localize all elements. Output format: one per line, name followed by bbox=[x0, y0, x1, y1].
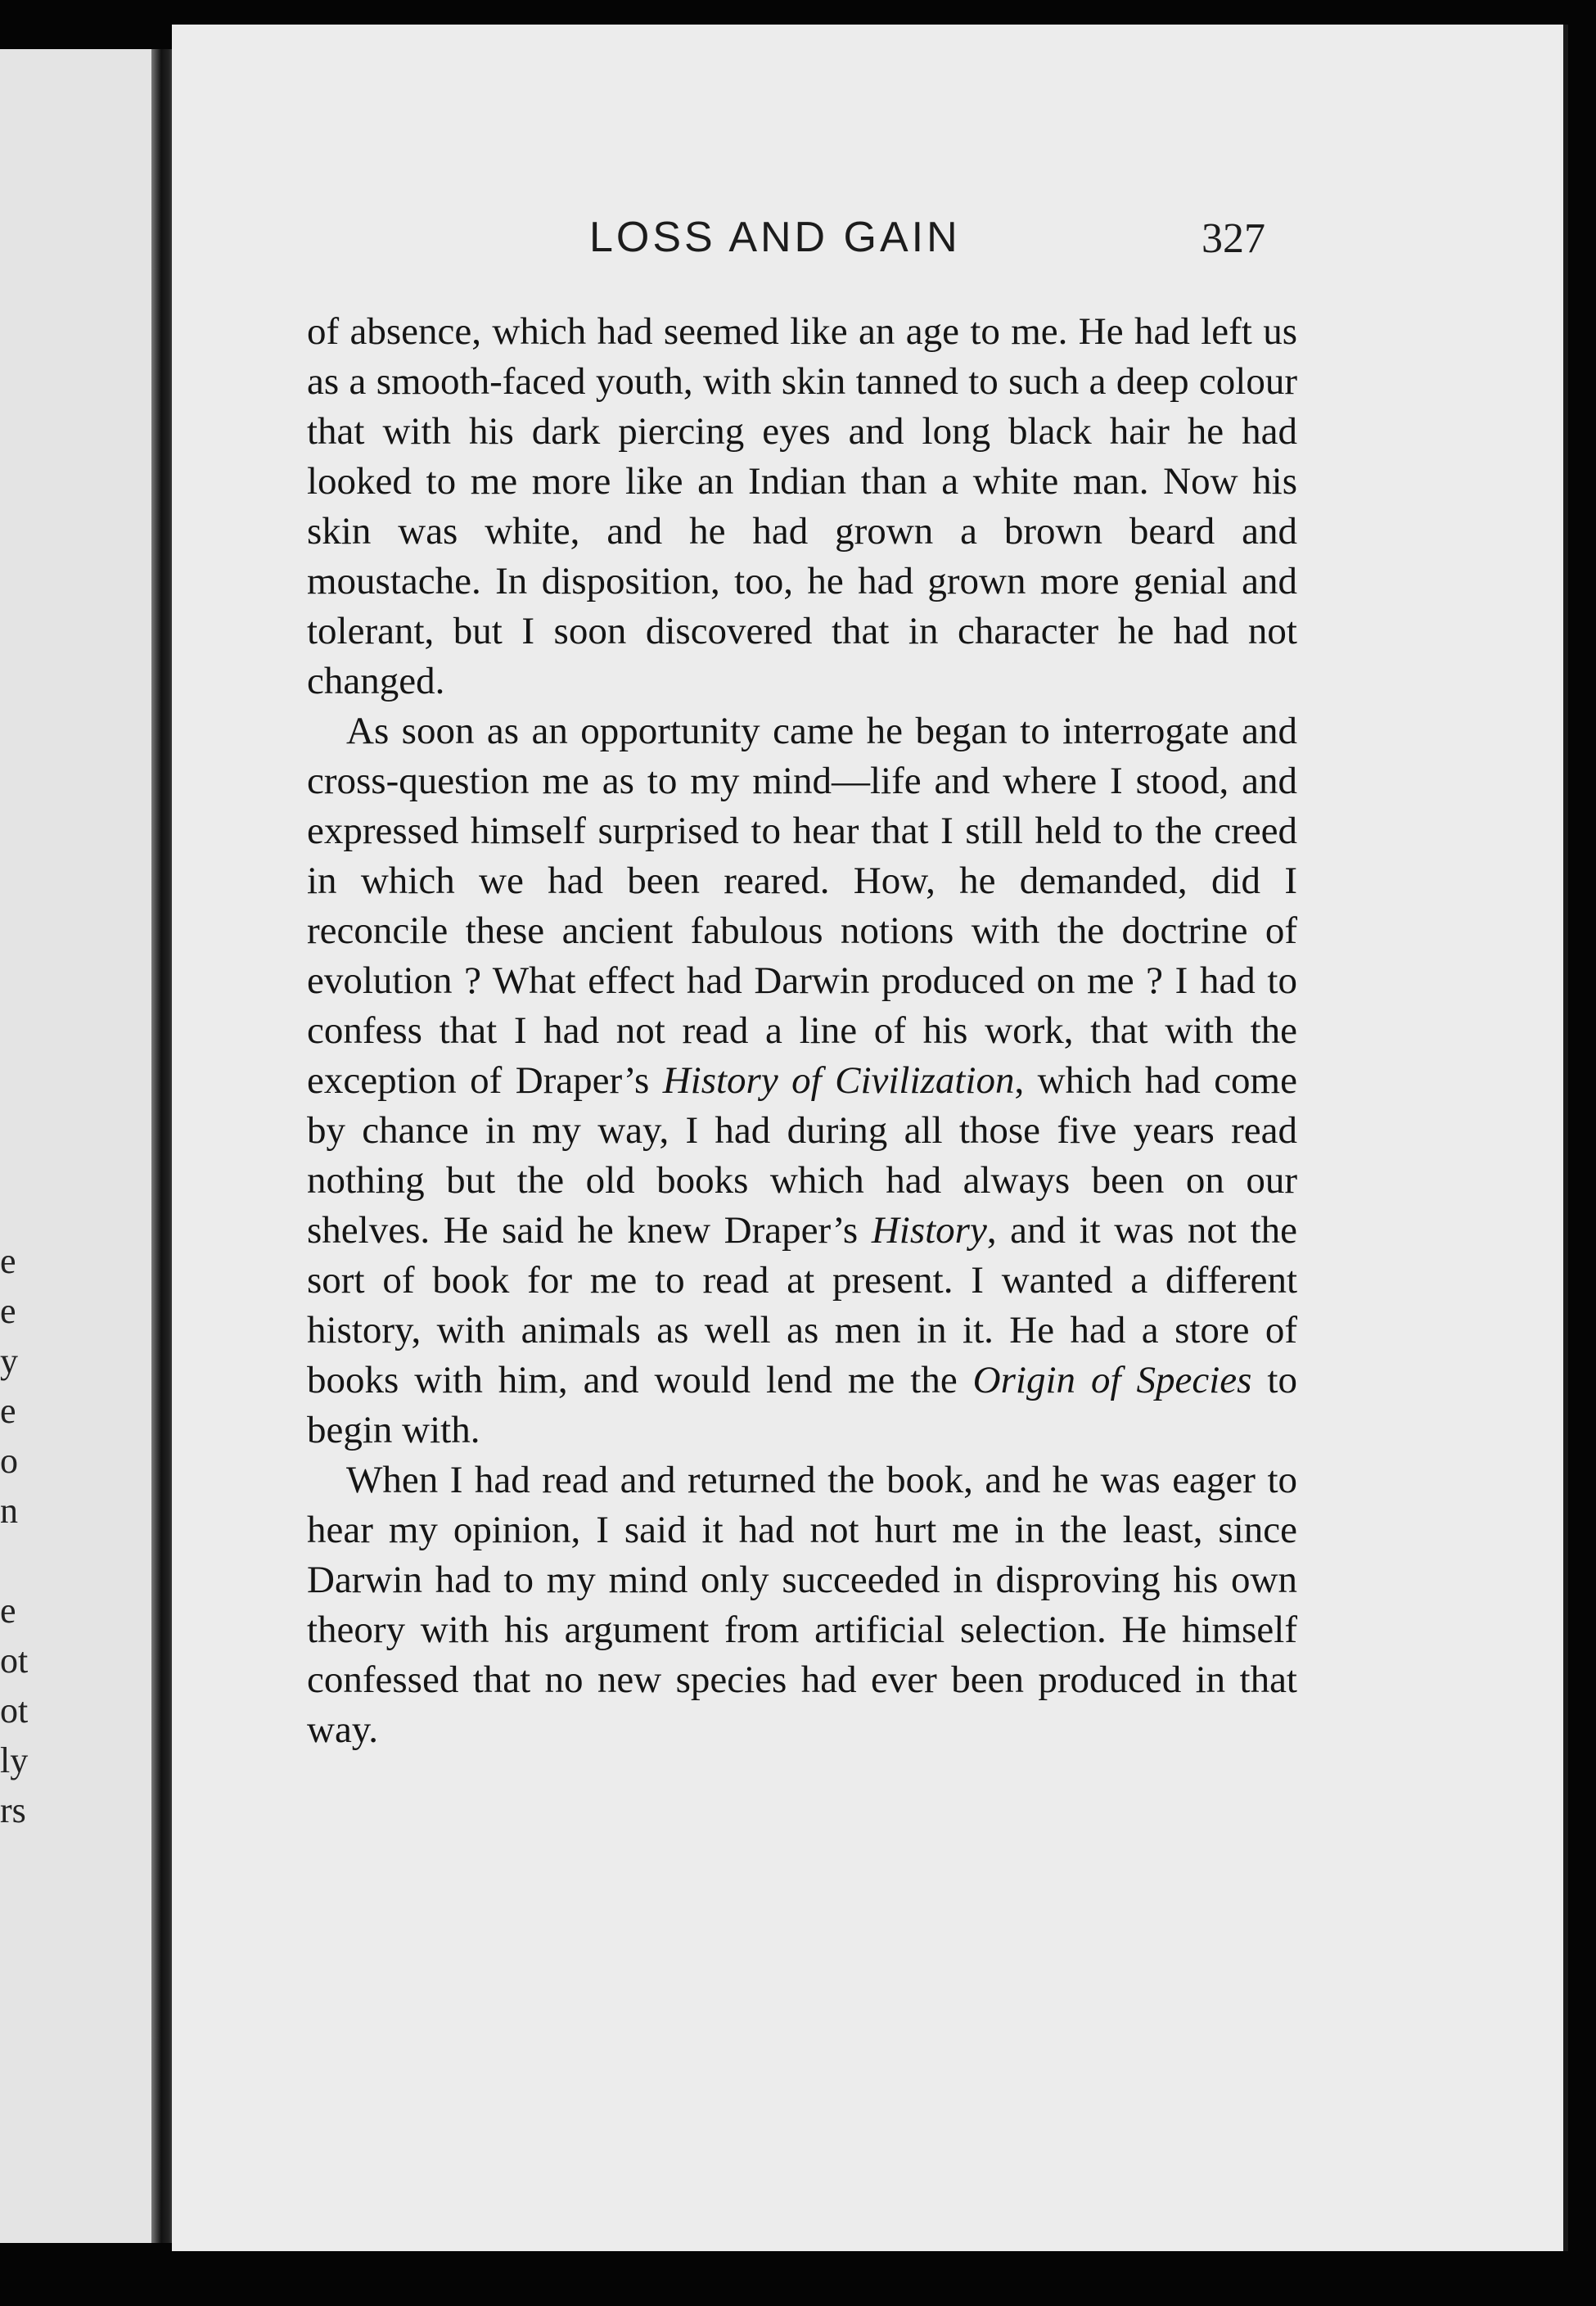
paragraph bbox=[307, 706, 1297, 1455]
fragment: e bbox=[0, 1391, 16, 1431]
body-text bbox=[307, 307, 1297, 1755]
fragment: e bbox=[0, 1241, 16, 1281]
running-title: LOSS AND GAIN bbox=[589, 214, 961, 261]
fragment: ly bbox=[0, 1740, 29, 1780]
text-run: As soon as an opportunity came he began to interrogate and cross-question me as to my mind—life and where I stood, and expressed himself surprised to hear that I still held to the creed in which we had been reared. How, he demanded, did I reconcile these ancient fabulous notions with the doctrine of evolution ? What effect had Darwin produced on me ? I had to confess that I had not read a line of his work, that with the exception of Draper’s bbox=[307, 710, 1297, 1102]
text-run: When I had read and returned the book, and he was eager to hear my opinion, I said it had not hurt me in the least, since Darwin had to my mind only succeeded in disproving his own theory with his argument from artificial selection. He himself confessed that no new species had ever been produced in that way. bbox=[307, 1459, 1297, 1751]
fragment: ot bbox=[0, 1640, 29, 1681]
paragraph bbox=[307, 1455, 1297, 1755]
fragment bbox=[0, 1536, 49, 1586]
fragment: ot bbox=[0, 1690, 29, 1731]
fragment: e bbox=[0, 1291, 16, 1331]
text-run: , which had come by chance in my way, I had during all those five years read nothing but the old books which had always been on our shelves. He said he knew Draper’s bbox=[307, 1059, 1297, 1252]
fragment: e bbox=[0, 1591, 16, 1631]
page-number: 327 bbox=[1202, 215, 1265, 262]
fragment: y bbox=[0, 1341, 18, 1381]
text-run: to begin with. bbox=[307, 1359, 1297, 1451]
facing-page-text-fragments bbox=[0, 1236, 49, 1835]
book-page bbox=[172, 25, 1568, 2251]
italic-title: History bbox=[871, 1209, 987, 1252]
fragment: rs bbox=[0, 1790, 26, 1830]
text-run: , and it was not the sort of book for me to read at present. I wanted a different history, with animals as well as men in it. He had a store of books with him, and would lend me the bbox=[307, 1209, 1297, 1401]
fragment: n bbox=[0, 1491, 18, 1531]
fragment: o bbox=[0, 1441, 18, 1481]
text-run: of absence, which had seemed like an age to me. He had left us as a smooth-faced youth, with skin tanned to such a deep colour that with his dark piercing eyes and long black hair he had looked to me more like an Indian than a white man. Now his skin was white, and he had grown a brown beard and moustache. In disposition, too, he had grown more genial and tolerant, but I soon discovered that in character he had not changed. bbox=[307, 310, 1297, 702]
italic-title: History of Civilization bbox=[662, 1059, 1015, 1102]
facing-page bbox=[0, 49, 164, 2243]
italic-title: Origin of Species bbox=[972, 1359, 1252, 1401]
running-head bbox=[172, 213, 1563, 278]
paragraph bbox=[307, 307, 1297, 706]
